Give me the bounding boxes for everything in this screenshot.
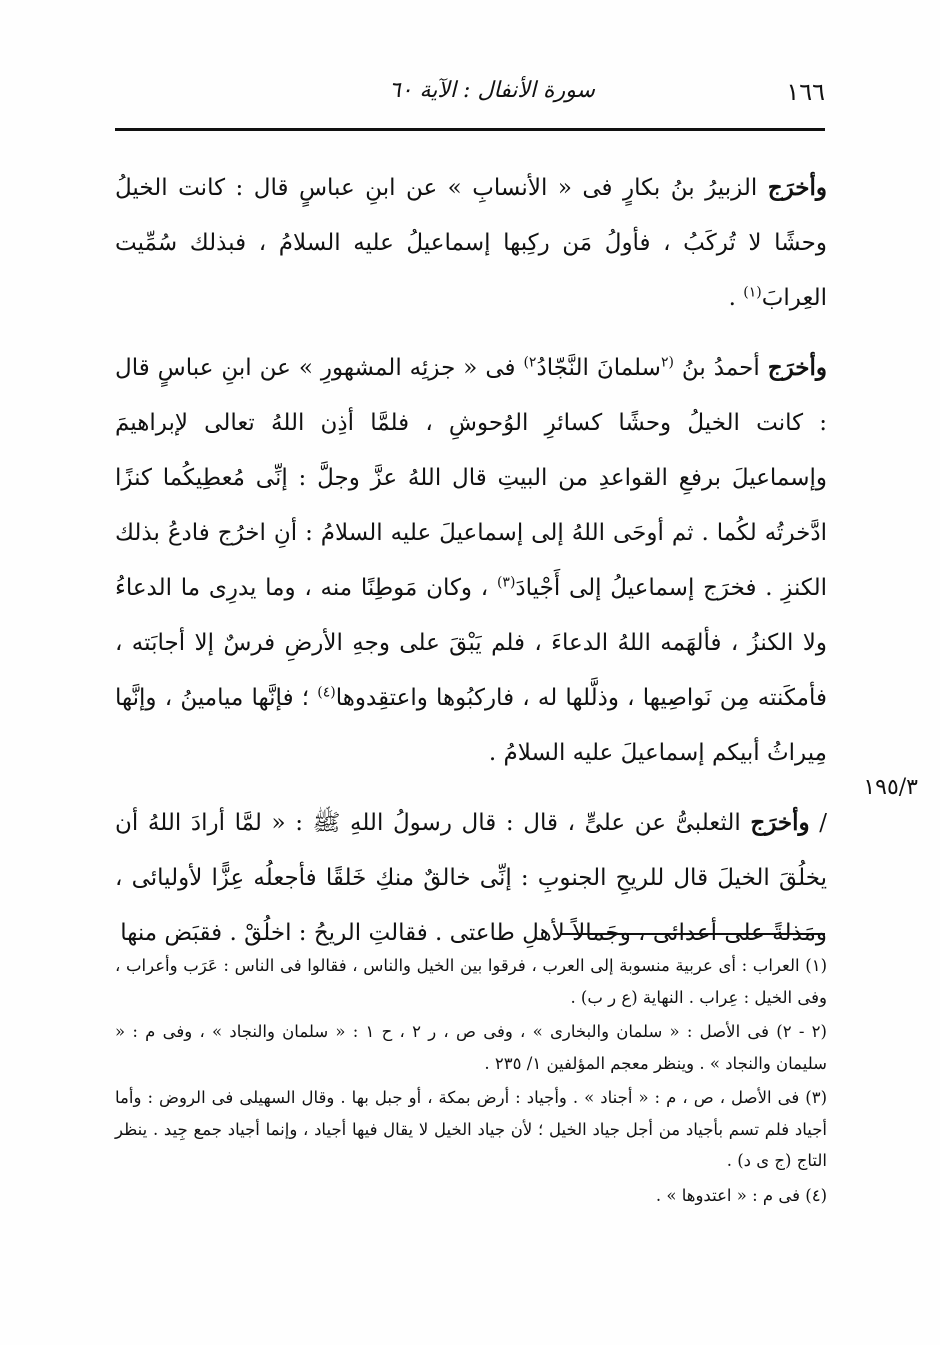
paragraph-text: ، وكان مَوطِنًا منه ، وما يدرِى ما الدعاءُ ولا الكنزُ ، فألهَمه اللهُ الدعاءَ ، فلم يَبْقَ على وجهِ الأرضِ فرسٌ إلا أجابَته ، فأمكَنته مِن نَواصِيها ، وذلَّلها له ، فاركبُوها واعتقِدوها bbox=[115, 575, 827, 711]
paragraph-text: سلمانَ النَّجّادُ bbox=[536, 355, 661, 381]
paragraph-body: الثعلبىُّ عن علىٍّ ، قال : قال رسولُ اللهِ ﷺ : « لمَّا أرادَ اللهُ أن يخلُقَ الخيلَ قال للريحِ الجنوبِ : إنِّى خالقٌ منكِ خَلقًا فأجعلُه عِزًّا لأوليائى ، ومَذلةً على أعدائى ، وجَمالاً لأهلِ طاعتى . فقالتِ الريحُ : اخلُقْ . فقبَض منها bbox=[115, 810, 827, 946]
paragraph-text: أحمدُ بنُ bbox=[673, 355, 768, 381]
paragraph-tail: . bbox=[728, 285, 744, 311]
footnote-ref-3[interactable]: (٣) bbox=[496, 574, 516, 591]
paragraph-body: الزبيرُ بنُ بكارٍ فى « الأنسابِ » عن ابنِ عباسٍ قال : كانت الخيلُ وحشًا لا تُركَبُ ، فأولُ مَن ركِبها إسماعيلُ عليه السلامُ ، فبذلك سُمِّيت العِرابَ bbox=[115, 175, 827, 311]
page-header bbox=[115, 78, 825, 122]
header-rule bbox=[115, 128, 825, 131]
footnote-1: (١) العراب : أى عربية منسوبة إلى العرب ، فرقوا بين الخيل والناس ، فقالوا فى الناس : عَرَب وأعراب ، وفى الخيل : عِراب . النهاية (ع ر ب) . bbox=[115, 956, 827, 1007]
paragraph-lead: وأخرَج bbox=[767, 174, 828, 201]
footnote-ref-2-open[interactable]: (٢ bbox=[660, 354, 674, 371]
footnote-2: (٢ - ٢) فى الأصل : « سلمان والبخارى » ، وفى ص ، ر ٢ ، ح ١ : « سلمان والنجاد » ، وفى م : « سليمان والنجاد » . وينظر معجم المؤلفين ١/ ٢٣٥ . bbox=[115, 1022, 827, 1073]
main-text bbox=[115, 160, 827, 975]
paragraph-text: فى « جزئِه المشهورِ » عن ابنِ عباسٍ قال : كانت الخيلُ وحشًا كسائرِ الوُحوشِ ، فلمَّا أذِن اللهُ تعالى لإبراهيمَ وإسماعيلَ برفعِ القواعدِ من البيتِ قال اللهُ عزَّ وجلَّ : إنِّى مُعطِيكُما كنزًا ادَّخرتُه لكُما . ثم أوحَى اللهُ إلى إسماعيلَ عليه السلامُ : أنِ اخرُج فادعُ بذلك الكنزِ . فخرَج إسماعيلُ إلى أَجْيادَ bbox=[115, 355, 827, 601]
paragraph-3 bbox=[115, 795, 827, 961]
footnote-ref-1[interactable]: (١) bbox=[743, 284, 762, 301]
page-break-slash: / bbox=[809, 810, 827, 836]
footnote-ref-2-close[interactable]: ٢) bbox=[523, 354, 537, 371]
paragraph-lead: وأخرَج bbox=[767, 354, 827, 381]
paragraph-text: ؛ فإنَّها ميامينُ ، وإنَّها مِيراثُ أبيكم إسماعيلَ عليه السلامُ . bbox=[115, 685, 827, 766]
page-number: ١٦٦ bbox=[786, 78, 825, 106]
footnote-3: (٣) فى الأصل ، ص ، م : « أجناد » . وأجياد : أرض بمكة ، أو جبل بها . وقال السهيلى فى الروض : وأما أجياد فلم تسم بأجياد من أجل جياد الخيل ؛ لأن جياد الخيل لا يقال فيها أجياد ، وإنما أجياد جمع جِيد . ينظر التاج (ج ى د) . bbox=[115, 1088, 827, 1170]
footnote-ref-4[interactable]: (٤) bbox=[317, 684, 336, 701]
paragraph-2 bbox=[115, 340, 827, 781]
footnote-4: (٤) فى م : « اعتدوها » . bbox=[655, 1185, 827, 1205]
paragraph-lead: وأخرَج bbox=[750, 809, 810, 836]
margin-volume-page-note: ١٩٥/٣ bbox=[863, 775, 918, 800]
footnote-rule bbox=[560, 933, 825, 935]
paragraph-1 bbox=[115, 160, 827, 326]
footnotes bbox=[115, 950, 827, 1214]
running-title: سورة الأنفال : الآية ٦٠ bbox=[388, 78, 595, 103]
